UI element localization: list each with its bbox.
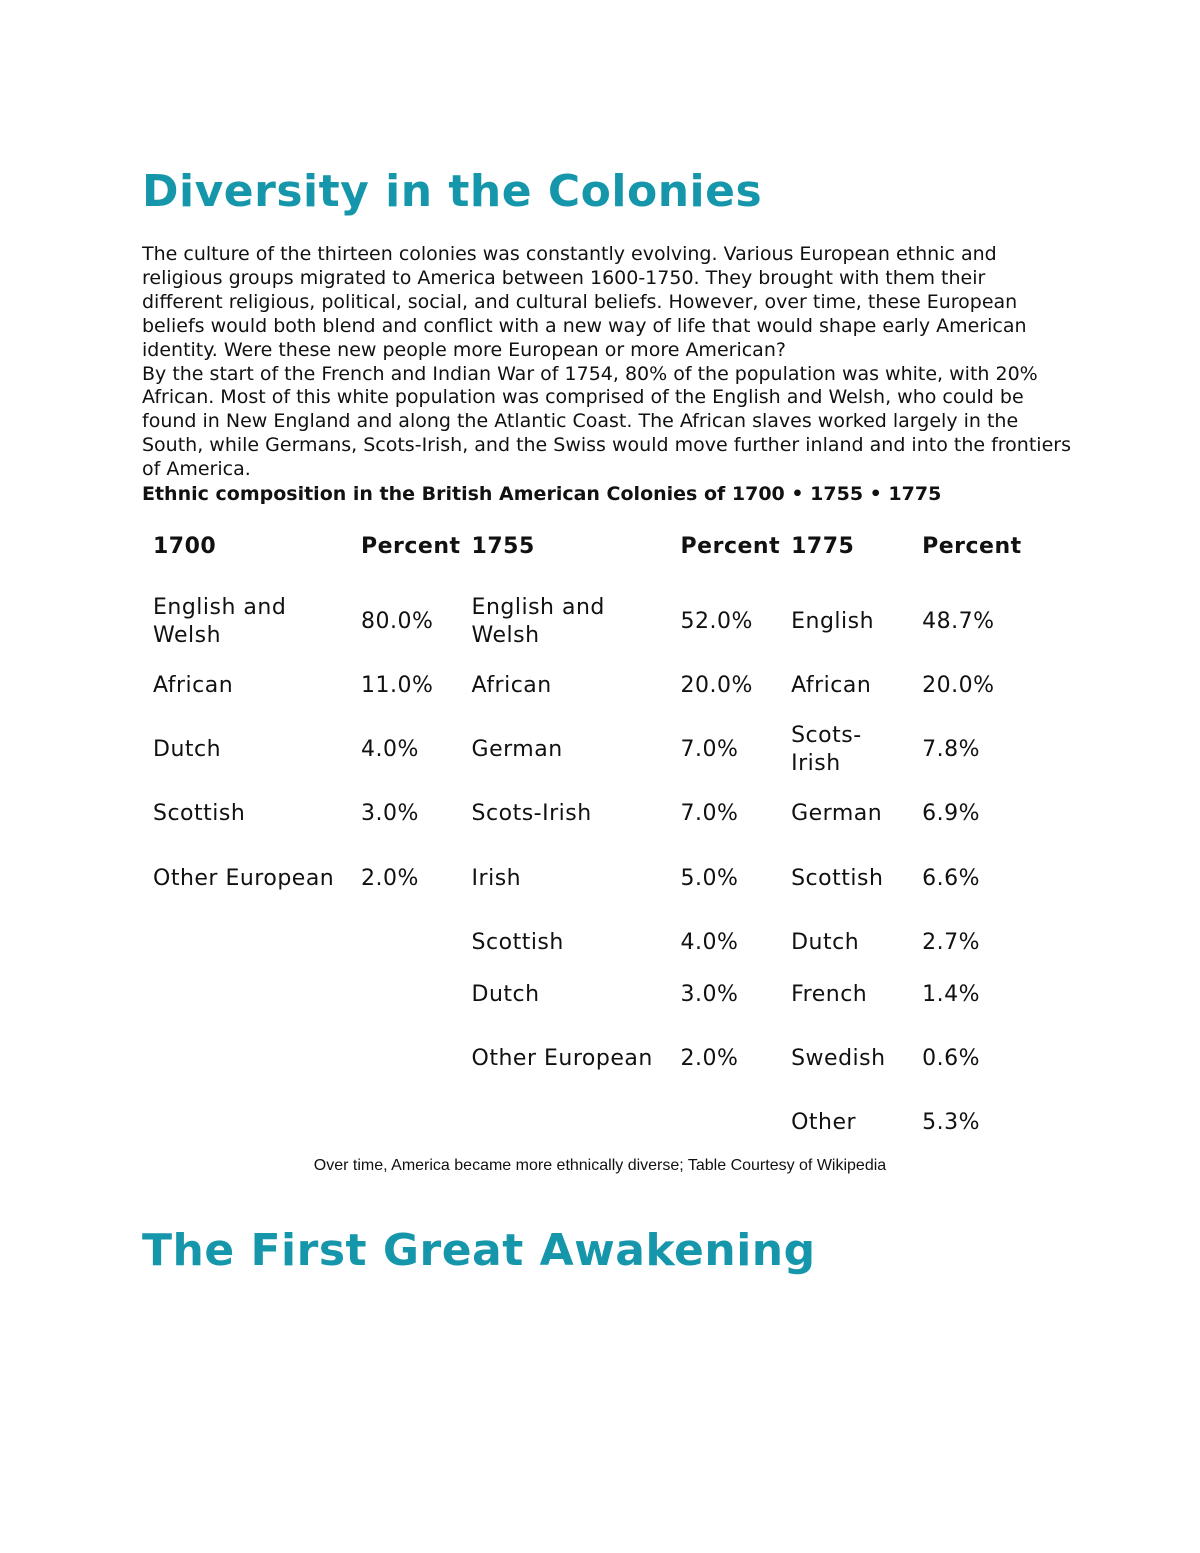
- table-cell: [350, 968, 461, 1021]
- table-cell: Swedish: [791, 1046, 886, 1071]
- paragraph: By the start of the French and Indian War of 1754, 80% of the population was white, with 20% African. Most of this white population was comprised of the English and Welsh, who could be found in New England and along the Atlantic Coast. The African slaves worked largely in the South, while Germans, Scots-Irish, and the Swiss would move further inland and into the frontiers of America.: [142, 362, 1071, 481]
- table-header-row: [142, 512, 1022, 582]
- paragraph: The culture of the thirteen colonies was constantly evolving. Various European ethnic and religious groups migrated to America between 1600-1750. They brought with them their different religious, political, social, and cultural beliefs. However, over time, these European beliefs would both blend and conflict with a new way of life that would shape early American identity. Were these new people more European or more American?: [142, 243, 1027, 361]
- table-cell: Dutch: [471, 981, 540, 1007]
- header-cell: 1700: [153, 534, 217, 559]
- table-cell: 5.3%: [922, 1110, 980, 1135]
- table-cell: 7.0%: [680, 736, 739, 762]
- table-cell: 4.0%: [361, 736, 419, 762]
- table-cell: 80.0%: [361, 608, 434, 634]
- table-row: [142, 661, 1022, 710]
- table-cell: [670, 1097, 781, 1149]
- table-row: [142, 1021, 1022, 1097]
- table-row: [142, 918, 1022, 968]
- table-cell: [142, 968, 350, 1021]
- table-cell: [350, 1097, 461, 1149]
- table-row: [142, 968, 1022, 1021]
- table-cell: 5.0%: [680, 865, 739, 891]
- table-cell: 3.0%: [361, 801, 419, 826]
- table-cell: 20.0%: [680, 672, 753, 698]
- table-cell: 7.0%: [680, 801, 739, 826]
- table-cell: Scots-Irish: [471, 801, 592, 826]
- table-cell: [350, 1021, 461, 1097]
- table-cell: 11.0%: [361, 672, 434, 698]
- ethnic-composition-table: [142, 512, 1022, 1149]
- intro-text: [142, 243, 1072, 482]
- table-cell: [142, 1097, 350, 1149]
- table-cell: French: [791, 981, 868, 1007]
- table-cell: [461, 1097, 670, 1149]
- table-cell: 2.0%: [680, 1046, 739, 1071]
- table-cell: Dutch: [153, 736, 222, 762]
- table-note: Over time, America became more ethnically diverse; Table Courtesy of Wikipedia: [313, 1157, 887, 1174]
- table-cell: Other European: [471, 1046, 653, 1071]
- table-cell: African: [153, 672, 234, 698]
- table-row: [142, 1097, 1022, 1149]
- table-cell: Irish: [471, 865, 522, 891]
- table-cell: Scottish: [153, 801, 246, 826]
- table-cell: 6.9%: [922, 801, 980, 826]
- page-title: Diversity in the Colonies: [142, 166, 763, 217]
- table-cell: Scottish: [791, 865, 884, 891]
- table-cell: 4.0%: [680, 930, 739, 955]
- table-cell: Other European: [153, 865, 335, 891]
- table-cell: Scottish: [471, 930, 564, 955]
- table-cell: 7.8%: [922, 736, 980, 762]
- header-cell: Percent: [361, 534, 461, 559]
- table-cell: 52.0%: [680, 608, 753, 634]
- table-cell: [142, 918, 350, 968]
- table-cell: 1.4%: [922, 981, 980, 1007]
- table-cell: English and Welsh: [153, 594, 287, 648]
- table-row: [142, 789, 1022, 839]
- table-cell: 20.0%: [922, 672, 995, 698]
- header-cell: Percent: [922, 534, 1022, 559]
- table-cell: English: [791, 608, 875, 634]
- table-cell: Other: [791, 1110, 857, 1135]
- table-row: [142, 839, 1022, 918]
- table-cell: 48.7%: [922, 608, 995, 634]
- table-cell: German: [791, 801, 883, 826]
- table-row: [142, 710, 1022, 789]
- table-cell: Scots-Irish: [791, 722, 862, 776]
- table-cell: 2.0%: [361, 865, 419, 891]
- header-cell: Percent: [680, 534, 781, 559]
- table-cell: English and Welsh: [471, 594, 605, 648]
- table-cell: [350, 918, 461, 968]
- table-cell: African: [471, 672, 552, 698]
- table-cell: African: [791, 672, 872, 698]
- table-cell: [142, 1021, 350, 1097]
- table-cell: 0.6%: [922, 1046, 980, 1071]
- table-cell: German: [471, 736, 563, 762]
- table-cell: 3.0%: [680, 981, 739, 1007]
- table-caption: Ethnic composition in the British American Colonies of 1700 • 1755 • 1775: [142, 483, 942, 505]
- table-row: [142, 582, 1022, 661]
- header-cell: 1755: [471, 534, 535, 559]
- table-cell: 2.7%: [922, 930, 980, 955]
- header-cell: 1775: [791, 534, 855, 559]
- table-cell: 6.6%: [922, 865, 980, 891]
- table-cell: Dutch: [791, 930, 860, 955]
- section-title: The First Great Awakening: [142, 1225, 816, 1276]
